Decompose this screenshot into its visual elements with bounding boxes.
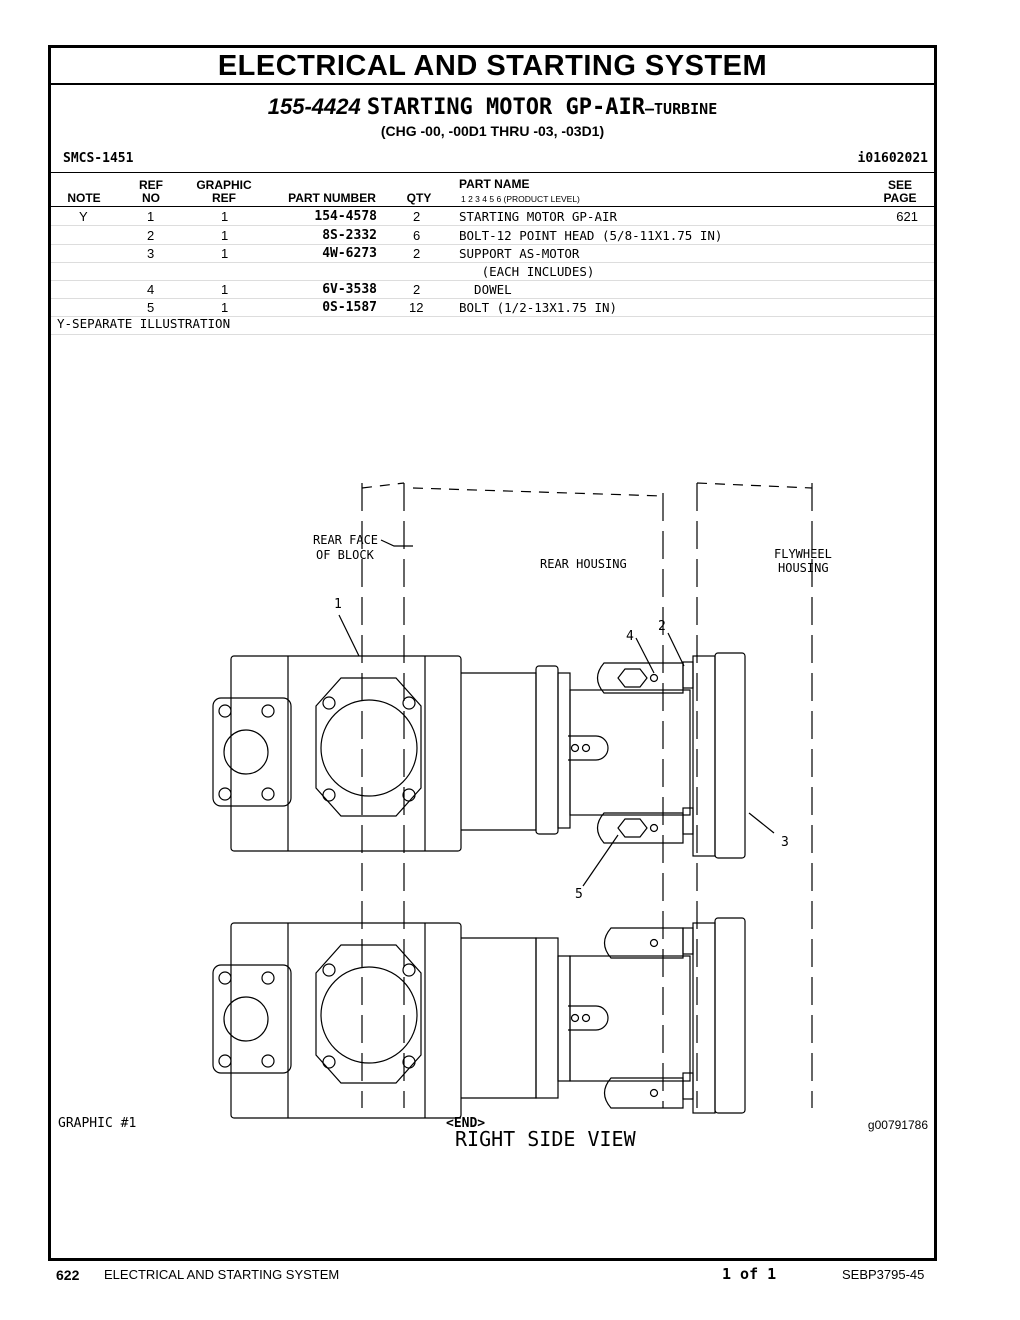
callout-1: 1 [334, 597, 342, 612]
col-graphic-ref-bottom: REF [212, 191, 236, 205]
group-name: STARTING MOTOR GP-AIR [366, 95, 645, 120]
graphic-id: g00791786 [867, 1118, 928, 1132]
col-part-number: PART NUMBER [288, 191, 376, 205]
label-rear-face: REAR FACE [313, 533, 379, 547]
end-marker: <END> [446, 1116, 486, 1131]
col-qty: QTY [406, 191, 432, 205]
footer-page-number: 622 [56, 1267, 80, 1283]
table-row: (EACH INCLUDES) [51, 262, 934, 281]
group-number: 155-4424 [267, 94, 361, 119]
col-part-name: PART NAME [459, 177, 530, 191]
callout-4: 4 [626, 629, 634, 644]
col-ref-no-bottom: NO [142, 191, 160, 205]
col-ref-no-top: REF [139, 178, 163, 192]
table-row: 5 1 0S-1587 12 BOLT (1/2-13X1.75 IN) [51, 298, 934, 317]
footer-doc-id: SEBP3795-45 [842, 1267, 925, 1282]
label-flywheel: FLYWHEEL [774, 547, 832, 561]
footnote-rule [51, 334, 934, 335]
table-row: 4 1 6V-3538 2 DOWEL [51, 280, 934, 299]
col-note: NOTE [67, 191, 101, 205]
table-top-rule [51, 172, 934, 173]
col-see-page-bottom: PAGE [883, 191, 917, 205]
change-range: (CHG -00, -00D1 THRU -03, -03D1) [380, 123, 605, 139]
footer-section: ELECTRICAL AND STARTING SYSTEM [104, 1267, 340, 1282]
product-level: 1 2 3 4 5 6 (PRODUCT LEVEL) [461, 194, 580, 204]
group-title [51, 94, 934, 120]
table-footnote: Y-SEPARATE ILLUSTRATION [57, 316, 231, 331]
col-see-page-top: SEE [887, 178, 912, 192]
table-row: 3 1 4W-6273 2 SUPPORT AS-MOTOR [51, 244, 934, 263]
callout-3: 3 [781, 835, 789, 850]
table-row: Y 1 1 154-4578 2 STARTING MOTOR GP-AIR 621 [51, 207, 934, 226]
graphic-label: GRAPHIC #1 [58, 1116, 137, 1131]
label-housing: HOUSING [778, 561, 829, 575]
label-rear-housing: REAR HOUSING [540, 557, 627, 571]
group-suffix: —TURBINE [645, 100, 718, 118]
col-graphic-ref-top: GRAPHIC [196, 178, 252, 192]
section-title: ELECTRICAL AND STARTING SYSTEM [51, 48, 934, 85]
callout-5: 5 [575, 887, 583, 902]
smcs-code: SMCS-1451 [63, 151, 134, 166]
page-frame [48, 45, 937, 1261]
table-row: 2 1 8S-2332 6 BOLT-12 POINT HEAD (5/8-11X1.75 IN) [51, 226, 934, 245]
illustration-id: i01602021 [857, 151, 928, 166]
label-of-block: OF BLOCK [316, 548, 374, 562]
view-label: RIGHT SIDE VIEW [455, 1127, 636, 1151]
callout-2: 2 [658, 619, 666, 634]
footer-page-of: 1 of 1 [722, 1265, 777, 1283]
